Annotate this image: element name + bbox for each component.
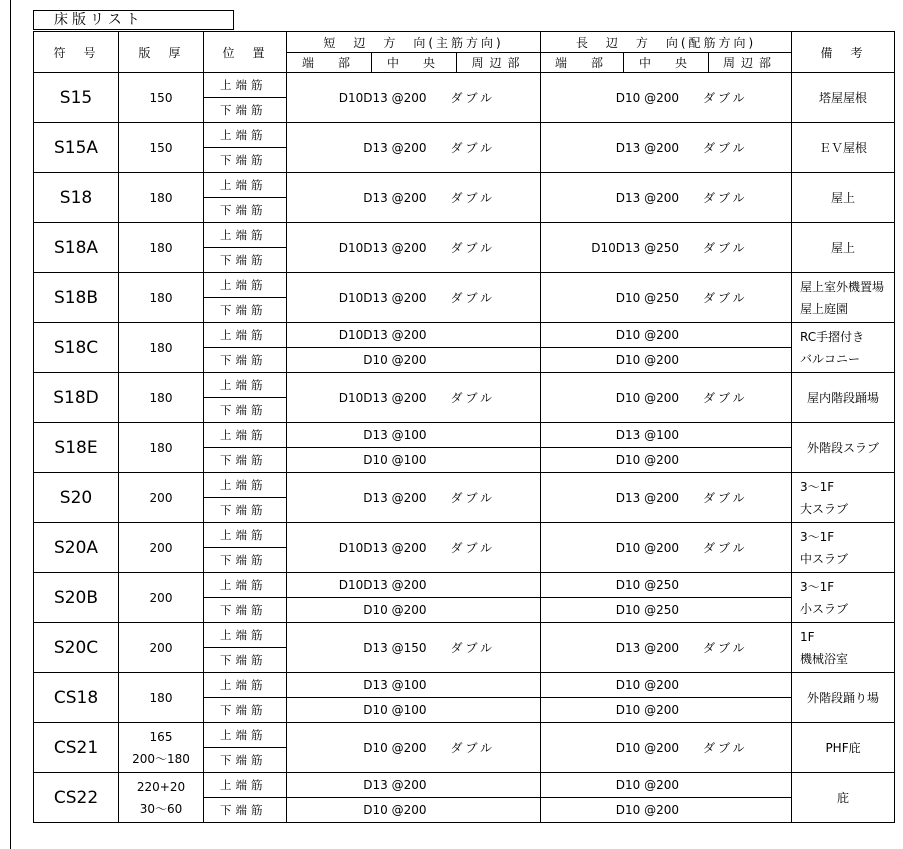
thickness-line: 180 [149, 240, 173, 255]
rebar-spec: D13 @100 [615, 428, 680, 442]
remark-line: PHF庇 [825, 740, 861, 755]
table-row [34, 423, 895, 448]
double-label: ダブル [450, 91, 496, 105]
rebar-spec: D10D13 @200 [338, 391, 427, 405]
remarks [792, 373, 895, 423]
slab-thickness [119, 273, 204, 323]
position-top: 上端筋 [204, 73, 287, 98]
short-direction-value [287, 223, 541, 273]
position-bottom: 下端筋 [204, 148, 287, 173]
rebar-spec: D10 @200 [615, 803, 680, 817]
long-direction-value [541, 373, 792, 423]
rebar-spec: D13 @150 [363, 641, 427, 655]
header-short-direction: 短 辺 方 向(主筋方向) [287, 32, 541, 53]
rebar-spec: D10D13 @200 [338, 541, 427, 555]
rebar-spec: D13 @100 [363, 428, 427, 442]
header-remarks: 備 考 [792, 32, 895, 73]
table-row [34, 373, 895, 398]
rebar-spec: D10D13 @200 [338, 578, 427, 592]
double-label: ダブル [450, 391, 496, 405]
rebar-spec: D10 @200 [363, 353, 427, 367]
long-direction-value [541, 473, 792, 523]
rebar-spec: D10 @200 [615, 353, 680, 367]
remark-line: 庇 [837, 790, 850, 805]
thickness-line: 180 [149, 690, 173, 705]
rebar-spec: D10D13 @200 [338, 291, 427, 305]
rebar-spec: D10D13 @250 [591, 241, 680, 255]
position-top: 上端筋 [204, 473, 287, 498]
short-direction-top [287, 323, 541, 348]
header-long-direction: 長 辺 方 向(配筋方向) [541, 32, 792, 53]
slab-mark: S18E [34, 423, 119, 473]
header-mark: 符 号 [34, 32, 119, 73]
long-direction-value [541, 273, 792, 323]
remark-line: 屋上室外機置場 [800, 279, 885, 294]
short-direction-bottom [287, 798, 541, 823]
table-row [34, 623, 895, 648]
slab-thickness [119, 373, 204, 423]
thickness-line: 150 [149, 90, 173, 105]
remark-line: 外階段踊り場 [807, 690, 880, 705]
remarks [792, 73, 895, 123]
thickness-line: 220+20 [136, 779, 186, 794]
slab-mark: S18 [34, 173, 119, 223]
position-bottom: 下端筋 [204, 448, 287, 473]
thickness-line: 180 [149, 390, 173, 405]
rebar-spec: D10 @200 [615, 91, 680, 105]
list-title: 床版リスト [33, 10, 234, 30]
remarks [792, 573, 895, 623]
subheader-long-edge: 周辺部 [709, 53, 792, 73]
slab-mark: S18C [34, 323, 119, 373]
rebar-spec: D10 @100 [363, 703, 427, 717]
position-bottom: 下端筋 [204, 598, 287, 623]
slab-mark: S18D [34, 373, 119, 423]
double-label: ダブル [703, 291, 748, 305]
long-direction-value [541, 623, 792, 673]
remarks [792, 623, 895, 673]
table-row [34, 473, 895, 498]
long-direction-top [541, 573, 792, 598]
double-label: ダブル [450, 291, 496, 305]
short-direction-top [287, 673, 541, 698]
short-direction-bottom [287, 598, 541, 623]
remark-line: 中スラブ [800, 551, 849, 566]
rebar-spec: D10 @200 [615, 678, 680, 692]
slab-mark: S20B [34, 573, 119, 623]
position-top: 上端筋 [204, 423, 287, 448]
rebar-spec: D13 @200 [615, 491, 680, 505]
position-top: 上端筋 [204, 323, 287, 348]
position-top: 上端筋 [204, 723, 287, 748]
position-bottom: 下端筋 [204, 98, 287, 123]
remarks [792, 473, 895, 523]
rebar-spec: D13 @200 [615, 191, 680, 205]
slab-thickness [119, 573, 204, 623]
slab-mark: S18A [34, 223, 119, 273]
slab-thickness [119, 323, 204, 373]
long-direction-value [541, 223, 792, 273]
slab-thickness [119, 773, 204, 823]
double-label: ダブル [450, 241, 496, 255]
short-direction-bottom [287, 348, 541, 373]
subheader-short-end: 端 部 [287, 53, 372, 73]
remarks [792, 723, 895, 773]
long-direction-value [541, 723, 792, 773]
remark-line: 屋上 [831, 240, 856, 255]
table-row [34, 173, 895, 198]
table-row [34, 223, 895, 248]
double-label: ダブル [703, 391, 748, 405]
rebar-spec: D10 @200 [615, 703, 680, 717]
position-bottom: 下端筋 [204, 248, 287, 273]
thickness-line: 165 [149, 729, 173, 744]
subheader-long-end: 端 部 [541, 53, 624, 73]
remark-line: 機械浴室 [800, 651, 849, 666]
remarks [792, 673, 895, 723]
remark-line: ＥＶ屋根 [819, 140, 868, 155]
long-direction-top [541, 673, 792, 698]
position-bottom: 下端筋 [204, 748, 287, 773]
table-row [34, 273, 895, 298]
short-direction-value [287, 723, 541, 773]
slab-thickness [119, 623, 204, 673]
slab-mark: CS18 [34, 673, 119, 723]
remark-line: 3～1F [800, 479, 835, 494]
short-direction-value [287, 473, 541, 523]
slab-thickness [119, 673, 204, 723]
short-direction-bottom [287, 698, 541, 723]
slab-thickness [119, 473, 204, 523]
thickness-line: 180 [149, 290, 173, 305]
rebar-spec: D10 @200 [615, 741, 680, 755]
rebar-spec: D10 @200 [363, 603, 427, 617]
rebar-spec: D10D13 @200 [338, 241, 427, 255]
table-row [34, 773, 895, 798]
slab-thickness [119, 523, 204, 573]
position-top: 上端筋 [204, 173, 287, 198]
rebar-spec: D10 @200 [615, 453, 680, 467]
rebar-spec: D13 @200 [363, 191, 427, 205]
long-direction-value [541, 73, 792, 123]
rebar-spec: D13 @200 [615, 141, 680, 155]
thickness-line: 180 [149, 340, 173, 355]
double-label: ダブル [703, 241, 748, 255]
remarks [792, 323, 895, 373]
double-label: ダブル [703, 191, 748, 205]
table-row [34, 673, 895, 698]
double-label: ダブル [703, 641, 748, 655]
thickness-line: 150 [149, 140, 173, 155]
slab-mark: S20 [34, 473, 119, 523]
slab-thickness [119, 423, 204, 473]
thickness-line: 200 [149, 590, 173, 605]
rebar-spec: D13 @200 [615, 641, 680, 655]
remark-line: 小スラブ [800, 601, 849, 616]
page-border-line [10, 0, 11, 849]
thickness-line: 200～180 [132, 751, 190, 766]
remark-line: 屋上 [831, 190, 856, 205]
position-bottom: 下端筋 [204, 798, 287, 823]
position-bottom: 下端筋 [204, 348, 287, 373]
rebar-spec: D13 @200 [363, 491, 427, 505]
position-top: 上端筋 [204, 223, 287, 248]
remarks [792, 273, 895, 323]
double-label: ダブル [450, 641, 496, 655]
long-direction-bottom [541, 348, 792, 373]
position-bottom: 下端筋 [204, 398, 287, 423]
rebar-spec: D10D13 @200 [338, 328, 427, 342]
rebar-spec: D10 @200 [615, 391, 680, 405]
rebar-spec: D10 @200 [615, 778, 680, 792]
table-row [34, 723, 895, 748]
rebar-spec: D10 @250 [615, 578, 680, 592]
remark-line: 屋上庭園 [800, 301, 849, 316]
double-label: ダブル [450, 741, 496, 755]
position-top: 上端筋 [204, 573, 287, 598]
slab-thickness [119, 723, 204, 773]
rebar-spec: D10 @200 [363, 741, 427, 755]
double-label: ダブル [450, 541, 496, 555]
remark-line: 1F [800, 629, 815, 644]
remark-line: 3～1F [800, 579, 835, 594]
slab-mark: S20C [34, 623, 119, 673]
position-top: 上端筋 [204, 273, 287, 298]
remark-line: バルコニー [800, 351, 861, 366]
slab-mark: S15A [34, 123, 119, 173]
position-top: 上端筋 [204, 523, 287, 548]
short-direction-top [287, 423, 541, 448]
slab-mark: S20A [34, 523, 119, 573]
position-bottom: 下端筋 [204, 298, 287, 323]
slab-thickness [119, 223, 204, 273]
long-direction-bottom [541, 798, 792, 823]
short-direction-top [287, 573, 541, 598]
short-direction-value [287, 73, 541, 123]
double-label: ダブル [703, 491, 748, 505]
double-label: ダブル [450, 491, 496, 505]
short-direction-value [287, 273, 541, 323]
remark-line: 塔屋屋根 [819, 90, 868, 105]
double-label: ダブル [450, 141, 496, 155]
subheader-short-edge: 周辺部 [457, 53, 541, 73]
position-bottom: 下端筋 [204, 548, 287, 573]
table-row [34, 523, 895, 548]
remarks [792, 423, 895, 473]
rebar-spec: D10D13 @200 [338, 91, 427, 105]
position-top: 上端筋 [204, 773, 287, 798]
remarks [792, 223, 895, 273]
double-label: ダブル [703, 741, 748, 755]
slab-mark: CS21 [34, 723, 119, 773]
position-bottom: 下端筋 [204, 198, 287, 223]
rebar-spec: D13 @200 [363, 141, 427, 155]
position-top: 上端筋 [204, 623, 287, 648]
double-label: ダブル [450, 191, 496, 205]
remark-line: 3～1F [800, 529, 835, 544]
slab-mark: CS22 [34, 773, 119, 823]
rebar-spec: D13 @200 [363, 778, 427, 792]
long-direction-value [541, 123, 792, 173]
remarks [792, 173, 895, 223]
double-label: ダブル [703, 141, 748, 155]
short-direction-value [287, 373, 541, 423]
remark-line: RC手摺付き [800, 329, 865, 344]
thickness-line: 180 [149, 190, 173, 205]
short-direction-top [287, 773, 541, 798]
remark-line: 屋内階段踊場 [807, 390, 880, 405]
rebar-spec: D10 @250 [615, 603, 680, 617]
rebar-spec: D10 @200 [615, 541, 680, 555]
rebar-spec: D10 @250 [615, 291, 680, 305]
long-direction-bottom [541, 598, 792, 623]
remarks [792, 123, 895, 173]
slab-thickness [119, 73, 204, 123]
rebar-spec: D10 @200 [363, 803, 427, 817]
double-label: ダブル [703, 541, 748, 555]
position-bottom: 下端筋 [204, 698, 287, 723]
rebar-spec: D10 @100 [363, 453, 427, 467]
thickness-line: 30～60 [139, 801, 183, 816]
short-direction-value [287, 173, 541, 223]
table-row [34, 323, 895, 348]
position-top: 上端筋 [204, 373, 287, 398]
thickness-line: 200 [149, 490, 173, 505]
slab-list-table [33, 31, 895, 823]
long-direction-value [541, 523, 792, 573]
table-row [34, 123, 895, 148]
rebar-spec: D13 @100 [363, 678, 427, 692]
slab-thickness [119, 173, 204, 223]
long-direction-bottom [541, 448, 792, 473]
short-direction-bottom [287, 448, 541, 473]
remarks [792, 773, 895, 823]
long-direction-bottom [541, 698, 792, 723]
subheader-short-center: 中 央 [372, 53, 457, 73]
short-direction-value [287, 523, 541, 573]
table-row [34, 573, 895, 598]
table-row [34, 73, 895, 98]
long-direction-top [541, 423, 792, 448]
short-direction-value [287, 623, 541, 673]
double-label: ダブル [703, 91, 748, 105]
header-thickness: 版 厚 [119, 32, 204, 73]
position-top: 上端筋 [204, 673, 287, 698]
subheader-long-center: 中 央 [624, 53, 709, 73]
thickness-line: 200 [149, 640, 173, 655]
short-direction-value [287, 123, 541, 173]
slab-thickness [119, 123, 204, 173]
slab-mark: S15 [34, 73, 119, 123]
remark-line: 外階段スラブ [807, 440, 880, 455]
long-direction-top [541, 773, 792, 798]
remark-line: 大スラブ [800, 501, 849, 516]
header-position: 位 置 [204, 32, 287, 73]
long-direction-top [541, 323, 792, 348]
thickness-line: 200 [149, 540, 173, 555]
position-bottom: 下端筋 [204, 498, 287, 523]
rebar-spec: D10 @200 [615, 328, 680, 342]
thickness-line: 180 [149, 440, 173, 455]
remarks [792, 523, 895, 573]
position-bottom: 下端筋 [204, 648, 287, 673]
long-direction-value [541, 173, 792, 223]
position-top: 上端筋 [204, 123, 287, 148]
slab-mark: S18B [34, 273, 119, 323]
